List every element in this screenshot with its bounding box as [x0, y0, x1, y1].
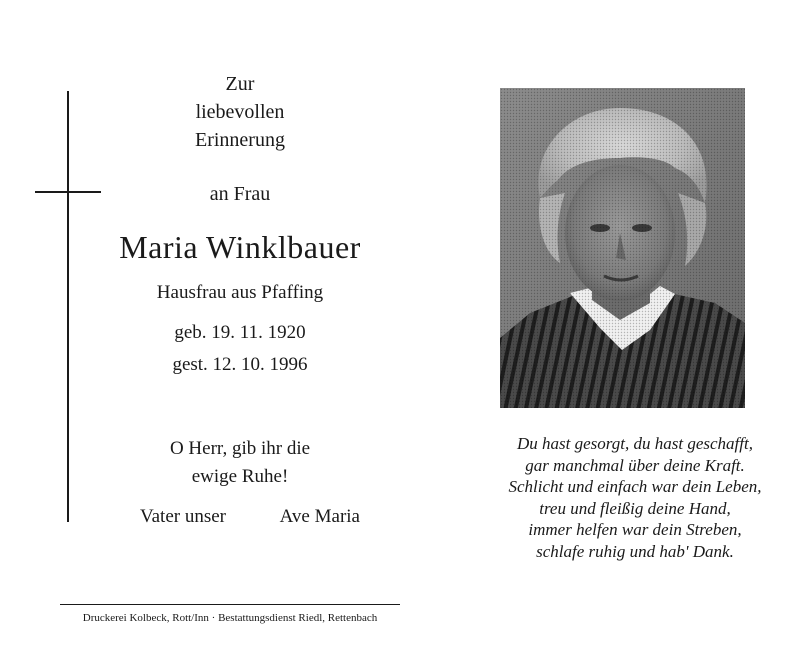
footer-divider [60, 604, 400, 605]
occupation: Hausfrau aus Pfaffing [156, 282, 324, 303]
poem-line-5: immer helfen war dein Streben, [528, 520, 742, 539]
intro-line-1: Zur [225, 73, 255, 95]
poem-line-3: Schlicht und einfach war dein Leben, [508, 477, 762, 496]
prayer-list [140, 504, 360, 530]
poem-line-1: Du hast gesorgt, du hast geschafft, [517, 434, 753, 453]
salutation: an Frau [209, 183, 271, 205]
poem-line-6: schlafe ruhig und hab' Dank. [536, 541, 734, 561]
poem-line-2: gar manchmal über deine Kraft. [525, 455, 745, 475]
portrait-photo [500, 88, 745, 408]
prayer-line-1: O Herr, gib ihr die [169, 438, 311, 459]
cross-vertical-bar [67, 91, 69, 522]
prayer-ave-maria: Ave Maria [279, 506, 360, 527]
intro-line-2: liebevollen [195, 101, 285, 123]
prayer-line-2: ewige Ruhe! [191, 466, 289, 487]
intro-line-3: Erinnerung [195, 129, 285, 151]
deceased-name: Maria Winklbauer [119, 229, 361, 265]
death-date: gest. 12. 10. 1996 [172, 354, 308, 375]
poem-line-4: treu und fleißig deine Hand, [539, 498, 731, 518]
printer-credit: Druckerei Kolbeck, Rott/Inn · Bestattungsdienst Riedl, Rettenbach [82, 612, 378, 624]
prayer-vater-unser: Vater unser [140, 506, 226, 527]
birth-date: geb. 19. 11. 1920 [174, 322, 306, 343]
memorial-poem [470, 433, 800, 562]
